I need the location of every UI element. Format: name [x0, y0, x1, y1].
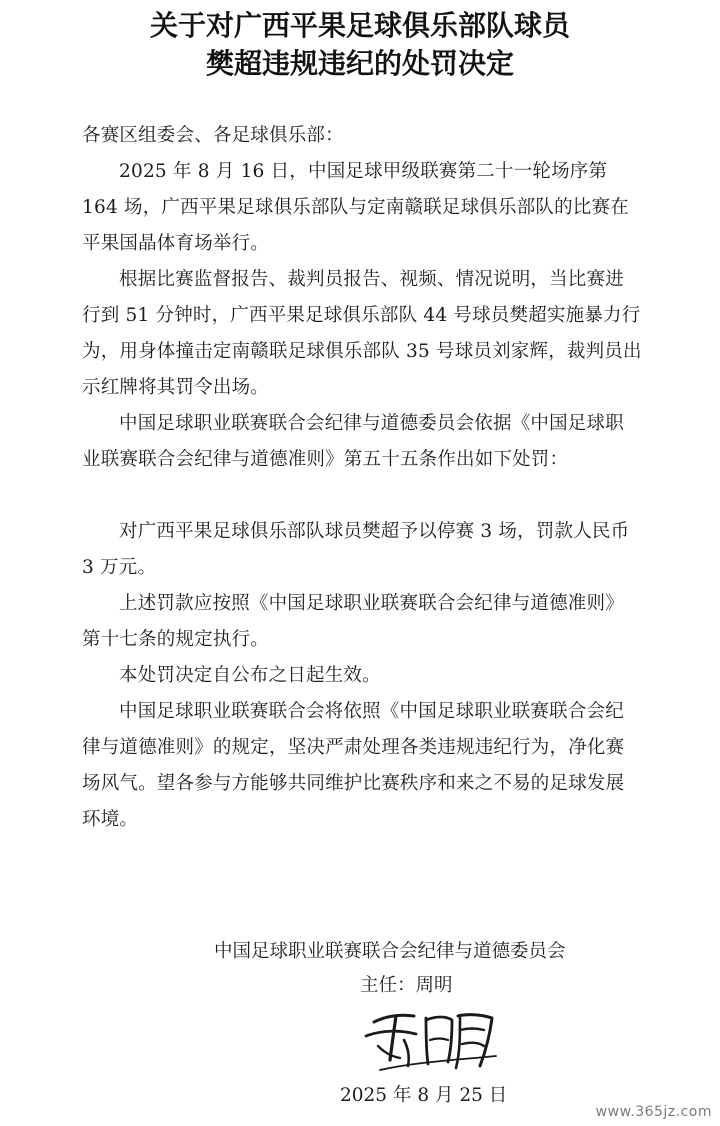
- document-title-line-2: 樊超违规违纪的处罚决定: [205, 47, 514, 80]
- paragraph-closing: 中国足球职业联赛联合会将依照《中国足球职业联赛联合会纪律与道德准则》的规定，坚决严肃处理各类违规违纪行为，净化赛场风气。望各参与方能够共同维护比赛秩序和来之不易的足球发展环境。: [82, 701, 625, 830]
- paragraph-basis: 中国足球职业联赛联合会纪律与道德委员会依据《中国足球职业联赛联合会纪律与道德准则》第五十五条作出如下处罚：: [82, 413, 624, 470]
- paragraph-effective: 本处罚决定自公布之日起生效。: [119, 665, 381, 686]
- site-watermark: www.365jz.com: [595, 1104, 712, 1120]
- handwritten-signature: [356, 1000, 506, 1080]
- director-line: 主任：周明: [360, 975, 453, 996]
- issuing-committee: 中国足球职业联赛联合会纪律与道德委员会: [214, 941, 566, 962]
- paragraph-match-info: 2025 年 8 月 16 日，中国足球甲级联赛第二十一轮场序第 164 场，广西平果足球俱乐部队与定南赣联足球俱乐部队的比赛在平果国晶体育场举行。: [82, 161, 629, 254]
- document-title-line-1: 关于对广西平果足球俱乐部队球员: [149, 9, 570, 42]
- paragraph-fine-execution: 上述罚款应按照《中国足球职业联赛联合会纪律与道德准则》第十七条的规定执行。: [82, 593, 624, 650]
- document-date: 2025 年 8 月 25 日: [340, 1085, 508, 1106]
- paragraph-penalty: 对广西平果足球俱乐部队球员樊超予以停赛 3 场，罚款人民币 3 万元。: [82, 521, 630, 578]
- salutation: 各赛区组委会、各足球俱乐部：: [82, 125, 344, 146]
- paragraph-incident: 根据比赛监督报告、裁判员报告、视频、情况说明，当比赛进行到 51 分钟时，广西平果足球俱乐部队 44 号球员樊超实施暴力行为，用身体撞击定南赣联足球俱乐部队 35 号球员刘家辉，裁判员出示红牌将其罚令出场。: [82, 269, 642, 398]
